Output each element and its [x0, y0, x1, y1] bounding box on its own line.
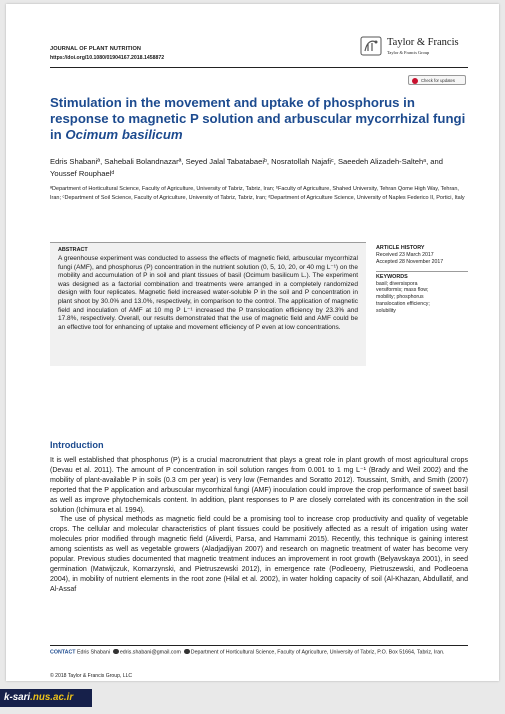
check-for-updates-label: Check for updates: [421, 78, 455, 83]
keyword-line: solubility: [376, 307, 396, 314]
keyword-line: versiformis; mass flow;: [376, 287, 429, 294]
keyword-line: translocation efficiency;: [376, 300, 430, 307]
keyword-line: mobility; phosphorus: [376, 294, 424, 301]
watermark-domain: .nus.ac.ir: [30, 692, 74, 703]
introduction-heading: Introduction: [50, 440, 104, 450]
email-icon: [113, 649, 118, 654]
publisher-name: Taylor & Francis: [387, 37, 459, 48]
author-list: Edris Shabaniª, Sahebali Bolandnazarª, Seyed Jalal Tabatabaeiᵇ, Nosratollah Najafiᶜ, Saeedeh Alizadeh-Saltehᵃ, and Youssef Rouphaelᵈ: [50, 157, 443, 178]
crossmark-icon: [412, 78, 418, 84]
abstract-box: [50, 242, 366, 366]
publisher-logo[interactable]: [360, 35, 470, 57]
keywords-label: KEYWORDS: [376, 273, 408, 280]
accepted-date: Accepted 28 November 2017: [376, 258, 444, 265]
address-icon: [184, 649, 189, 654]
header-divider: [50, 67, 468, 68]
contact-email[interactable]: edris.shabani@gmail.com: [119, 649, 181, 656]
title-species: Ocimum basilicum: [65, 127, 183, 142]
received-date: Received 23 March 2017: [376, 252, 434, 258]
publisher-group: Taylor & Francis Group: [387, 50, 430, 55]
paragraph: The use of physical methods as magnetic field could be a promising tool to increase crop productivity and quality of vegetable crops. The cellular and molecular characteristics of plant tissues could be positively affected as a result of irrigation using water molecules prior modified through magnetic field (Aliverdi, Parsa, and Hammami 2015). Recently, this technique is gaining interest among scientists as well as vegetable growers (Aladjadjiyan 2007) and research on magnetic treatment of water has become very popular. Previous studies documented that magnetic treatment induces an improvement in root growth (Belyavskaya 2001), in seed germination (Matwijczuk, Kornarzynski, and Pietruszewski 2012), in emergence rate (Podleoeny, Pietruszewski, and Podleoena 2004), in mobility of nutrient elements in the root zone (Hilal et al. 2002), in water holding capacity of soil (Al-Khazan, Abdullatif, and Al-Assaf: [50, 516, 468, 593]
copyright-notice: © 2018 Taylor & Francis Group, LLC: [50, 673, 133, 679]
watermark-prefix: k-sari: [4, 692, 31, 703]
introduction-body: [50, 456, 468, 595]
article-title: [50, 95, 470, 143]
article-history-label: ARTICLE HISTORY: [376, 245, 425, 251]
contact-label: CONTACT: [50, 649, 76, 656]
check-for-updates-button[interactable]: [408, 75, 466, 85]
affiliations: ªDepartment of Horticultural Science, Faculty of Agriculture, University of Tabriz, Tabriz, Iran; ᵇFaculty of Agriculture, Shahed University, Tehran Qome High Way, Tehran, Iran; ᶜDepartment of Soil Science, Faculty of Agriculture, University of Tabriz, Tabriz, Iran; ᵈDepartment of Agriculture Science, University of Naples Federico II, Portici, Italy: [50, 186, 465, 201]
contact-info: [50, 649, 468, 657]
paragraph: It is well established that phosphorus (P) is a crucial macronutrient that plays a great role in plant growth of most agricultural crops (Devau et al. 2011). The amount of P concentration in soil solution ranges from 0.001 to 1 mg L⁻¹ (Brady and Weil 2002) and the mobility of plant-available P in soils (0.3 cm per year) is very low (Fernandes and Soratto 2012). Toussaint, Smith, and Smith (2007) reported that the P application and arbuscular mycorrhizal fungi (AMF) inoculation could improve the crop performance of sweet basil as well as improve phytochemicals content. In addition, plant responses to P are closely correlated with its concentration in the soil solution (Ichimura et al. 1994).: [50, 457, 468, 514]
keyword-line: basil; diversispora: [376, 280, 418, 287]
abstract-text: A greenhouse experiment was conducted to assess the effects of magnetic field, arbuscular mycorrhizal fungi (AMF), and phosphorus (P) concentration in the nutrient solution (0, 5, 10, 20, or 40 mg L⁻¹) on the mobility and accumulation of P in soil and plant tissues of basil (Ocimum basilicum L.). The experiment was designed as a factorial combination and treatments were arranged in a completely randomized design with four replicates. Magnetic field increased water-soluble P in the soil and P concentration in plant shoot by 30.0% and 13.0%, respectively, in comparison to the control. The application of magnetic field and inoculation of AMF at 10 mg P L⁻¹ increased the P translocation efficiency by 23.3% and 17.8%, respectively. Overall, our results demonstrated that the use of magnetic field and AMF could be an effective tool for enhancing of uptake and movement efficiency of P even at low concentrations.: [58, 255, 358, 331]
abstract-label: ABSTRACT: [58, 247, 88, 253]
title-main: Stimulation in the movement and uptake of phosphorus in response to magnetic P solution and arbuscular mycorrhizal fungi in: [50, 95, 466, 142]
site-watermark: [0, 689, 92, 707]
article-page: [6, 4, 499, 681]
footer-divider: [50, 645, 468, 646]
journal-name: JOURNAL OF PLANT NUTRITION: [50, 46, 142, 52]
taylor-francis-logo-icon: [360, 36, 382, 56]
contact-name: Edris Shabani: [76, 649, 110, 656]
contact-address: Department of Horticultural Science, Faculty of Agriculture, University of Tabriz, P.O. Box 51664, Tabriz, Iran.: [190, 649, 445, 656]
article-sidebar: [376, 245, 468, 315]
doi-link[interactable]: https://doi.org/10.1080/01904167.2018.1458872: [50, 55, 165, 61]
